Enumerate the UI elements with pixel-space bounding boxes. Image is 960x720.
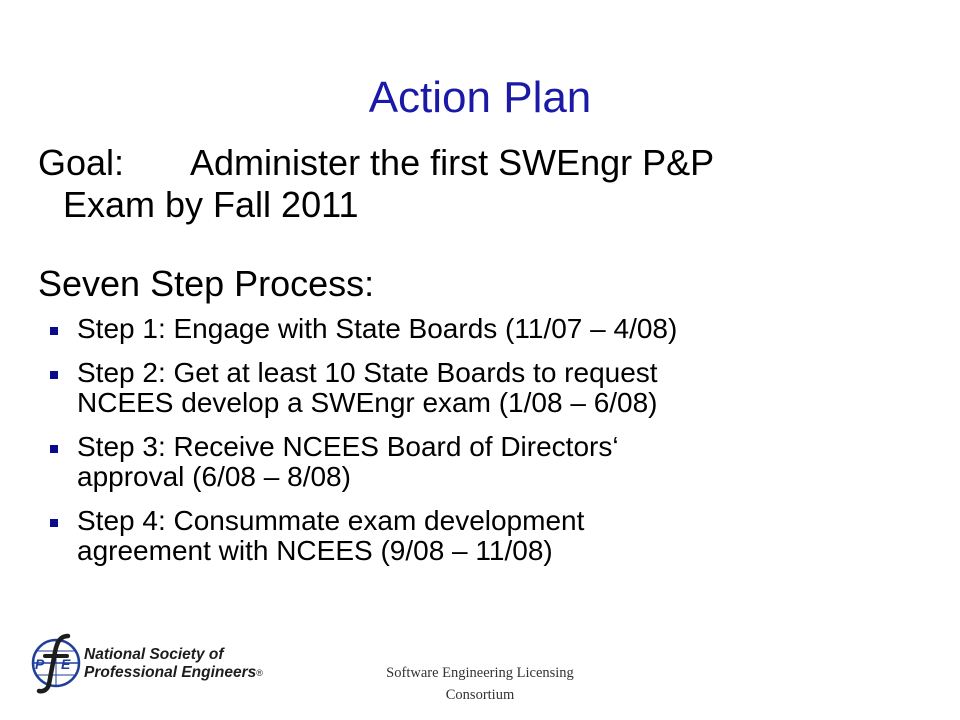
- goal-label: Goal:: [38, 142, 125, 183]
- step-4-text-line2: agreement with NCEES (9/08 – 11/08): [77, 535, 553, 566]
- step-item-2: [48, 358, 928, 418]
- step-item-1: [48, 314, 928, 344]
- goal-statement: [38, 142, 918, 226]
- nspe-logo-icon: [30, 632, 86, 694]
- step-3-text-line1: Step 3: Receive NCEES Board of Directors‘: [77, 431, 619, 462]
- footer-line1: Software Engineering Licensing: [386, 665, 574, 681]
- step-item-4: [48, 506, 928, 566]
- logo-line2: Professional Engineers: [84, 664, 257, 681]
- logo-line1: National Society of: [84, 646, 224, 663]
- step-2-text-line2: NCEES develop a SWEngr exam (1/08 – 6/08): [77, 387, 658, 418]
- registered-mark: ®: [256, 668, 263, 678]
- footer-text: [350, 662, 610, 706]
- logo-wordmark: [84, 646, 263, 682]
- svg-text:E: E: [61, 656, 71, 672]
- step-3-text-line2: approval (6/08 – 8/08): [77, 461, 351, 492]
- footer-line2: Consortium: [445, 687, 515, 703]
- square-bullet-icon: [50, 327, 58, 335]
- square-bullet-icon: [50, 445, 58, 453]
- goal-text-line1: Administer the first SWEngr P&P: [190, 142, 715, 183]
- svg-text:P: P: [35, 656, 45, 672]
- square-bullet-icon: [50, 519, 58, 527]
- square-bullet-icon: [50, 371, 58, 379]
- step-list: [48, 314, 928, 580]
- slide-title: Action Plan: [368, 73, 592, 122]
- process-heading: Seven Step Process:: [38, 263, 375, 304]
- step-4-text-line1: Step 4: Consummate exam development: [77, 505, 585, 536]
- nspe-logo: [30, 632, 292, 694]
- goal-text-line2: Exam by Fall 2011: [63, 184, 359, 225]
- step-1-text: Step 1: Engage with State Boards (11/07 – 4/08): [77, 313, 678, 344]
- step-item-3: [48, 432, 928, 492]
- step-2-text-line1: Step 2: Get at least 10 State Boards to request: [77, 357, 658, 388]
